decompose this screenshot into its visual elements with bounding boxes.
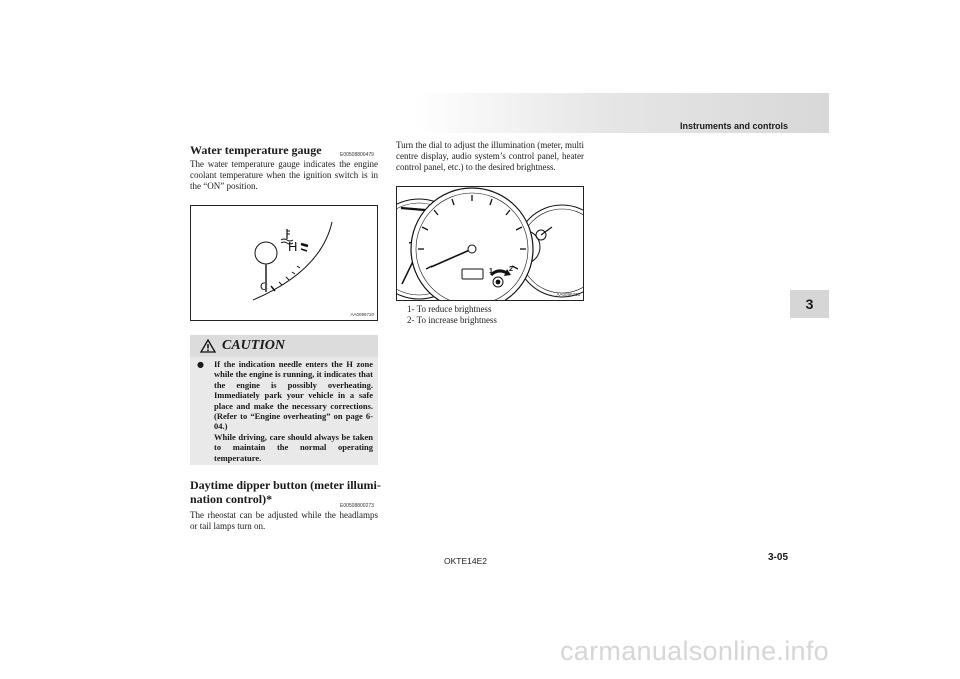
warning-triangle-icon — [200, 339, 216, 353]
caution-header — [190, 335, 378, 357]
bullet-icon: ● — [197, 360, 204, 369]
legend-item — [407, 315, 497, 326]
speedometer-ring — [411, 188, 533, 300]
legend-text: To increase brightness — [416, 315, 497, 325]
document-code: OKTE14E2 — [444, 556, 487, 566]
water-gauge-description: The water temperature gauge indicates the engine coolant temperature when the ignition switch is in the “ON” position. — [190, 159, 378, 192]
dipper-description: The rheostat can be adjusted while the headlamps or tail lamps turn on. — [190, 510, 378, 532]
legend-number: 1- — [407, 304, 415, 314]
gauge-hot-label: H — [288, 239, 298, 254]
caution-paragraph: If the indication needle enters the H zone while the engine is running, it indicates that the engine is possibly overheating. Immediately park your vehicle in a safe place and make the necessary corrections. (Refer to “Engine overheating” on page 6-04.) — [214, 359, 373, 432]
tachometer-red-zone — [401, 208, 425, 210]
figure-id: AA0096733 — [556, 292, 580, 297]
figure-id: AA0096720 — [350, 312, 374, 317]
dipper-heading-line: nation control)* — [190, 492, 273, 506]
gauge-tick-hot-2 — [301, 249, 307, 251]
speedometer-pivot — [468, 245, 476, 253]
needle-pivot — [255, 242, 277, 264]
caution-text — [214, 359, 373, 463]
instrument-cluster-figure — [396, 186, 584, 301]
dial-instruction: Turn the dial to adjust the illumination (meter, multi centre display, audio system’s control panel, heater control panel, etc.) to the desired brightness. — [396, 140, 584, 173]
water-gauge-code: E00508800479 — [340, 152, 374, 158]
legend-text: To reduce brightness — [416, 304, 492, 314]
gauge-tick — [292, 272, 295, 274]
gauge-tick — [297, 266, 300, 268]
section-title: Instruments and controls — [679, 121, 788, 131]
dipper-heading-line: Daytime dipper button (meter illumi- — [190, 478, 381, 492]
page-number: 3-05 — [768, 552, 789, 563]
temperature-gauge-illustration — [191, 206, 377, 320]
water-gauge-heading: Water temperature gauge — [190, 143, 322, 157]
gauge-tick-hot-1 — [301, 244, 308, 246]
chapter-tab[interactable]: 3 — [790, 290, 829, 318]
legend-list — [407, 304, 497, 326]
callout-1-label: 1 — [489, 268, 493, 275]
instrument-cluster-illustration — [397, 187, 583, 300]
caution-title: CAUTION — [222, 338, 286, 353]
callout-2-label: 2 — [509, 266, 513, 273]
watermark-text: carmanualsonline.info — [560, 636, 829, 666]
caution-paragraph: While driving, care should always be taken to maintain the normal operating temperature. — [214, 431, 373, 463]
water-gauge-figure — [190, 205, 378, 321]
gauge-tick — [279, 282, 282, 285]
dipper-code: E00508800273 — [340, 503, 374, 509]
small-gauge-needle — [541, 227, 552, 235]
legend-number: 2- — [407, 315, 415, 325]
gauge-cold-label: C — [260, 281, 268, 293]
gauge-tick — [286, 277, 289, 280]
dipper-heading — [190, 478, 381, 506]
legend-item — [407, 304, 497, 315]
caution-box — [190, 335, 378, 465]
